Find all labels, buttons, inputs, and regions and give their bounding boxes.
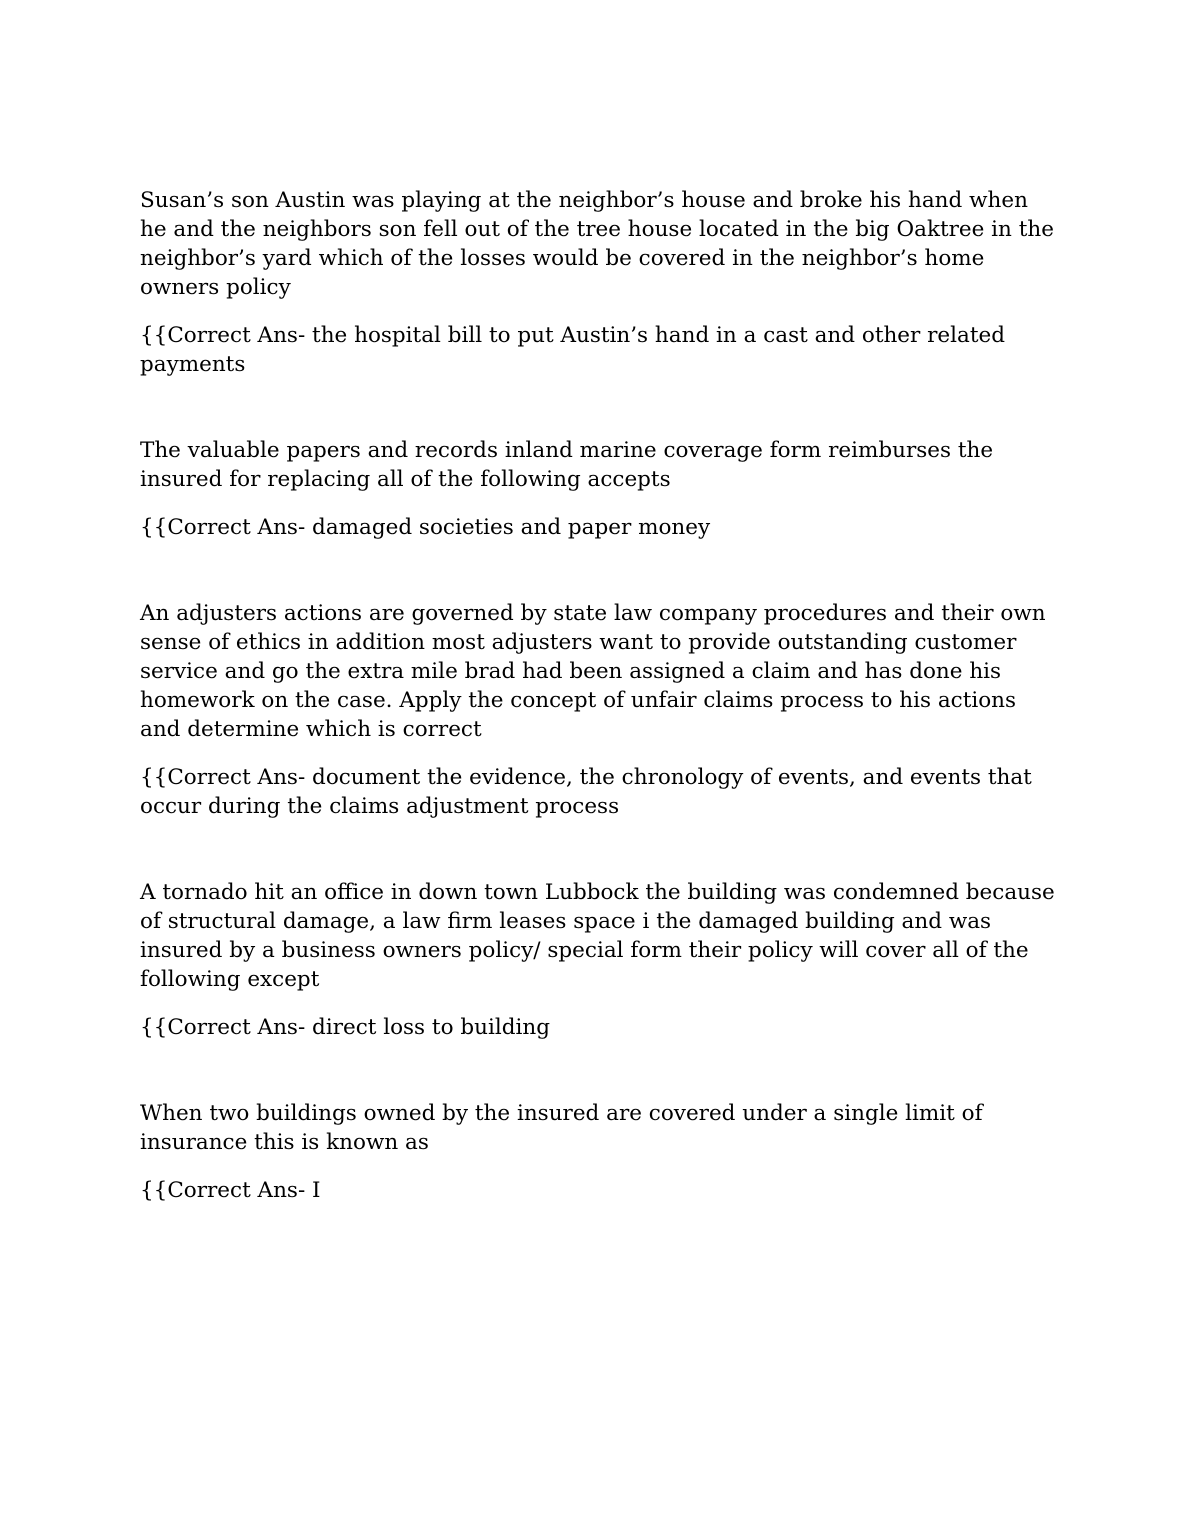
qa-item xyxy=(140,878,1055,1042)
question-text: Susan’s son Austin was playing at the neighbor’s house and broke his hand when he and the neighbors son fell out of the tree house located in the big Oaktree in the neighbor’s yard which of the losses would be covered in the neighbor’s home owners policy xyxy=(140,188,1054,300)
document-page xyxy=(140,186,1055,1262)
question-text: A tornado hit an office in down town Lubbock the building was condemned because of structural damage, a law firm leases space i the damaged building and was insured by a business owners policy/ special form their policy will cover all of the following except xyxy=(140,880,1055,992)
answer-text: {{Correct Ans- direct loss to building xyxy=(140,1015,550,1040)
question-text: When two buildings owned by the insured are covered under a single limit of insurance this is known as xyxy=(140,1101,983,1155)
qa-item xyxy=(140,436,1055,542)
qa-item xyxy=(140,186,1055,379)
question-text: The valuable papers and records inland marine coverage form reimburses the insured for replacing all of the following accepts xyxy=(140,438,994,492)
qa-item xyxy=(140,599,1055,821)
answer-text: {{Correct Ans- document the evidence, the chronology of events, and events that occur during the claims adjustment process xyxy=(140,765,1032,819)
answer-text: {{Correct Ans- damaged societies and paper money xyxy=(140,515,711,540)
answer-text: {{Correct Ans- the hospital bill to put Austin’s hand in a cast and other related payments xyxy=(140,323,1005,377)
answer-text: {{Correct Ans- I xyxy=(140,1178,321,1203)
qa-item xyxy=(140,1099,1055,1205)
question-text: An adjusters actions are governed by state law company procedures and their own sense of ethics in addition most adjusters want to provide outstanding customer service and go the extra mile brad had been assigned a claim and has done his homework on the case. Apply the concept of unfair claims process to his actions and determine which is correct xyxy=(140,601,1046,742)
